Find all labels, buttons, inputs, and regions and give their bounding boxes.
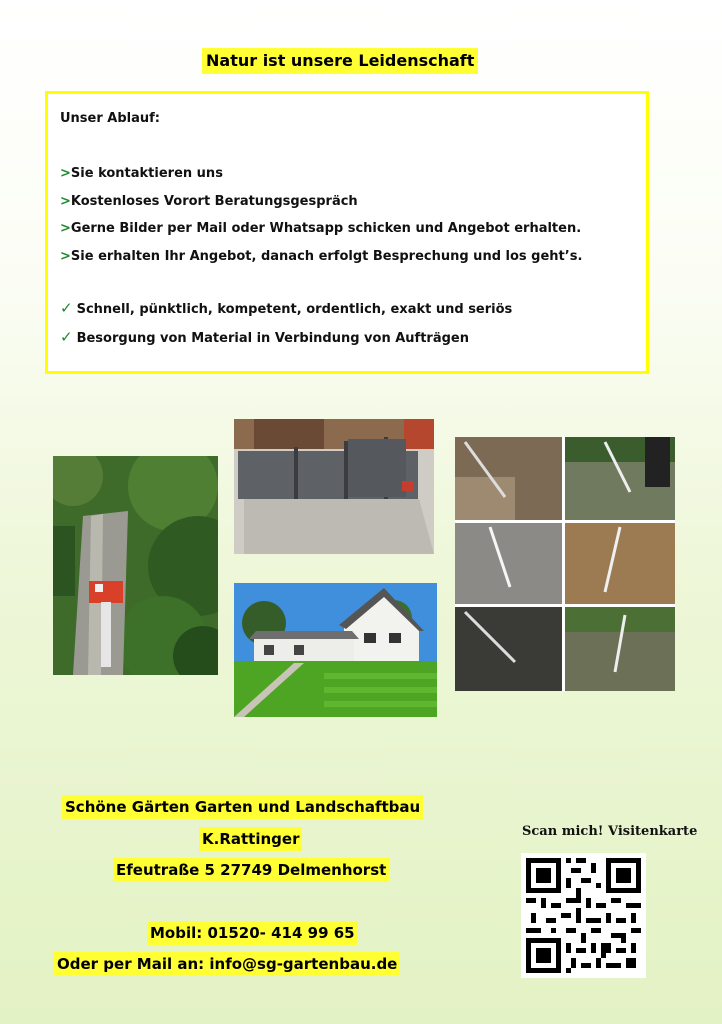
process-step — [60, 194, 358, 209]
tree-work-photo — [53, 456, 218, 675]
pressure-washing-collage — [455, 437, 675, 691]
terrace-photo — [234, 419, 434, 554]
feature-text: Besorgung von Material in Verbindung von Aufträgen — [76, 331, 469, 346]
step-text: Sie erhalten Ihr Angebot, danach erfolgt Besprechung und los geht’s. — [70, 249, 583, 264]
feature-text: Schnell, pünktlich, kompetent, ordentlich, exakt und seriös — [76, 302, 513, 317]
email-address: Oder per Mail an: info@sg-gartenbau.de — [54, 952, 400, 976]
qr-caption: Scan mich! Visitenkarte — [522, 824, 698, 839]
step-marker: > — [60, 221, 71, 236]
mobile-number: Mobil: 01520- 414 99 65 — [147, 921, 358, 945]
check-icon: ✓ — [60, 328, 73, 346]
process-step — [60, 249, 582, 264]
step-marker: > — [60, 194, 71, 209]
process-box — [45, 91, 649, 374]
step-text: Gerne Bilder per Mail oder Whatsapp schicken und Angebot erhalten. — [70, 221, 582, 236]
company-name: Schöne Gärten Garten und Landschaftbau — [62, 795, 423, 819]
process-step — [60, 221, 581, 236]
feature-item — [60, 328, 469, 346]
owner-name: K.Rattinger — [199, 827, 302, 851]
address: Efeutraße 5 27749 Delmenhorst — [113, 858, 389, 882]
check-icon: ✓ — [60, 299, 73, 317]
house-lawn-photo — [234, 583, 437, 717]
step-text: Sie kontaktieren uns — [70, 166, 223, 181]
page-headline: Natur ist unsere Leidenschaft — [202, 48, 478, 74]
process-title: Unser Ablauf: — [60, 111, 161, 126]
qr-code[interactable] — [521, 853, 646, 978]
qr-code-icon — [521, 853, 646, 978]
step-marker: > — [60, 249, 71, 264]
feature-item — [60, 299, 512, 317]
step-text: Kostenloses Vorort Beratungsgespräch — [70, 194, 358, 209]
step-marker: > — [60, 166, 71, 181]
process-step — [60, 166, 223, 181]
